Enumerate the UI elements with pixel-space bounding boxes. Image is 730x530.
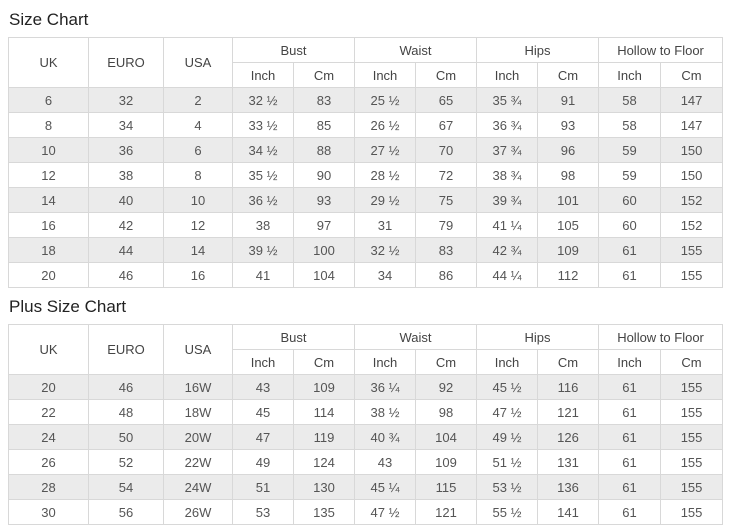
table-cell: 49 ½: [477, 425, 538, 450]
table-cell: 147: [661, 88, 723, 113]
table-cell: 114: [294, 400, 355, 425]
table-cell: 20W: [164, 425, 233, 450]
table-cell: 72: [416, 163, 477, 188]
table-cell: 65: [416, 88, 477, 113]
table-cell: 121: [538, 400, 599, 425]
table-cell: 44: [89, 238, 164, 263]
table-cell: 32 ½: [355, 238, 416, 263]
table-cell: 155: [661, 238, 723, 263]
column-header-usa: USA: [164, 38, 233, 88]
table-cell: 155: [661, 500, 723, 525]
table-cell: 109: [416, 450, 477, 475]
table-cell: 43: [355, 450, 416, 475]
table-row: [9, 163, 723, 188]
unit-header-inch: Inch: [233, 350, 294, 375]
table-row: [9, 450, 723, 475]
column-header-uk: UK: [9, 38, 89, 88]
table-cell: 39 ¾: [477, 188, 538, 213]
table-cell: 75: [416, 188, 477, 213]
unit-header-cm: Cm: [416, 63, 477, 88]
table-cell: 104: [416, 425, 477, 450]
header-row-groups: [9, 325, 723, 350]
unit-header-cm: Cm: [661, 350, 723, 375]
table-cell: 40: [89, 188, 164, 213]
table-cell: 47: [233, 425, 294, 450]
table-cell: 53 ½: [477, 475, 538, 500]
table-cell: 6: [9, 88, 89, 113]
table-cell: 155: [661, 425, 723, 450]
column-header-usa: USA: [164, 325, 233, 375]
table-cell: 83: [416, 238, 477, 263]
table-cell: 60: [599, 213, 661, 238]
table-cell: 126: [538, 425, 599, 450]
table-row: [9, 213, 723, 238]
table-cell: 34 ½: [233, 138, 294, 163]
table-cell: 8: [164, 163, 233, 188]
table-cell: 10: [9, 138, 89, 163]
plus-size-chart-section: [8, 288, 722, 525]
table-cell: 12: [9, 163, 89, 188]
table-cell: 155: [661, 263, 723, 288]
table-cell: 155: [661, 475, 723, 500]
table-cell: 37 ¾: [477, 138, 538, 163]
table-cell: 53: [233, 500, 294, 525]
table-cell: 61: [599, 238, 661, 263]
column-header-euro: EURO: [89, 38, 164, 88]
unit-header-inch: Inch: [477, 350, 538, 375]
table-cell: 47 ½: [477, 400, 538, 425]
table-cell: 97: [294, 213, 355, 238]
table-cell: 61: [599, 425, 661, 450]
table-cell: 24W: [164, 475, 233, 500]
table-cell: 155: [661, 375, 723, 400]
table-cell: 141: [538, 500, 599, 525]
table-cell: 31: [355, 213, 416, 238]
table-cell: 46: [89, 375, 164, 400]
table-cell: 12: [164, 213, 233, 238]
table-cell: 56: [89, 500, 164, 525]
table-cell: 16: [164, 263, 233, 288]
table-cell: 20: [9, 375, 89, 400]
table-cell: 34: [89, 113, 164, 138]
unit-header-cm: Cm: [294, 63, 355, 88]
table-cell: 18: [9, 238, 89, 263]
unit-header-cm: Cm: [538, 63, 599, 88]
table-cell: 49: [233, 450, 294, 475]
table-cell: 36 ¾: [477, 113, 538, 138]
table-cell: 119: [294, 425, 355, 450]
table-cell: 155: [661, 400, 723, 425]
table-cell: 42: [89, 213, 164, 238]
table-cell: 36: [89, 138, 164, 163]
table-cell: 38: [233, 213, 294, 238]
table-cell: 41 ¼: [477, 213, 538, 238]
table-cell: 105: [538, 213, 599, 238]
plus-size-chart-title: Plus Size Chart: [9, 297, 127, 316]
table-cell: 51 ½: [477, 450, 538, 475]
table-cell: 152: [661, 188, 723, 213]
table-cell: 36 ½: [233, 188, 294, 213]
table-cell: 2: [164, 88, 233, 113]
table-cell: 101: [538, 188, 599, 213]
table-cell: 109: [538, 238, 599, 263]
table-cell: 93: [294, 188, 355, 213]
table-cell: 16W: [164, 375, 233, 400]
table-cell: 22W: [164, 450, 233, 475]
table-cell: 10: [164, 188, 233, 213]
table-cell: 90: [294, 163, 355, 188]
unit-header-inch: Inch: [355, 63, 416, 88]
table-cell: 61: [599, 450, 661, 475]
table-cell: 61: [599, 263, 661, 288]
table-cell: 91: [538, 88, 599, 113]
table-cell: 20: [9, 263, 89, 288]
table-cell: 38 ½: [355, 400, 416, 425]
unit-header-inch: Inch: [599, 350, 661, 375]
table-cell: 28: [9, 475, 89, 500]
column-group-header: Hollow to Floor: [599, 325, 723, 350]
unit-header-inch: Inch: [355, 350, 416, 375]
table-cell: 152: [661, 213, 723, 238]
table-cell: 61: [599, 400, 661, 425]
table-cell: 60: [599, 188, 661, 213]
table-cell: 42 ¾: [477, 238, 538, 263]
table-cell: 36 ¼: [355, 375, 416, 400]
table-cell: 104: [294, 263, 355, 288]
table-cell: 131: [538, 450, 599, 475]
table-cell: 29 ½: [355, 188, 416, 213]
table-cell: 100: [294, 238, 355, 263]
table-cell: 35 ½: [233, 163, 294, 188]
unit-header-cm: Cm: [661, 63, 723, 88]
table-cell: 22: [9, 400, 89, 425]
table-row: [9, 263, 723, 288]
table-cell: 44 ¼: [477, 263, 538, 288]
unit-header-cm: Cm: [416, 350, 477, 375]
table-row: [9, 400, 723, 425]
table-cell: 45 ½: [477, 375, 538, 400]
table-cell: 26: [9, 450, 89, 475]
table-cell: 52: [89, 450, 164, 475]
table-cell: 150: [661, 163, 723, 188]
table-cell: 147: [661, 113, 723, 138]
column-group-header: Hips: [477, 38, 599, 63]
table-cell: 96: [538, 138, 599, 163]
unit-header-inch: Inch: [233, 63, 294, 88]
table-cell: 18W: [164, 400, 233, 425]
table-cell: 47 ½: [355, 500, 416, 525]
table-cell: 55 ½: [477, 500, 538, 525]
table-cell: 98: [538, 163, 599, 188]
size-chart-table: [8, 37, 723, 288]
table-cell: 38 ¾: [477, 163, 538, 188]
unit-header-inch: Inch: [477, 63, 538, 88]
table-cell: 24: [9, 425, 89, 450]
table-cell: 46: [89, 263, 164, 288]
table-cell: 14: [9, 188, 89, 213]
size-chart-section: [8, 0, 722, 288]
table-cell: 4: [164, 113, 233, 138]
table-cell: 6: [164, 138, 233, 163]
table-cell: 98: [416, 400, 477, 425]
table-cell: 67: [416, 113, 477, 138]
table-row: [9, 425, 723, 450]
table-cell: 155: [661, 450, 723, 475]
table-cell: 136: [538, 475, 599, 500]
table-row: [9, 375, 723, 400]
plus-size-chart-table: [8, 324, 723, 525]
table-cell: 27 ½: [355, 138, 416, 163]
table-cell: 109: [294, 375, 355, 400]
table-row: [9, 500, 723, 525]
unit-header-cm: Cm: [538, 350, 599, 375]
table-row: [9, 188, 723, 213]
size-chart-title: Size Chart: [9, 10, 89, 29]
table-cell: 59: [599, 138, 661, 163]
table-cell: 38: [89, 163, 164, 188]
table-cell: 45: [233, 400, 294, 425]
table-cell: 59: [599, 163, 661, 188]
table-cell: 34: [355, 263, 416, 288]
table-cell: 135: [294, 500, 355, 525]
table-cell: 30: [9, 500, 89, 525]
table-cell: 32: [89, 88, 164, 113]
column-group-header: Waist: [355, 38, 477, 63]
table-row: [9, 138, 723, 163]
table-cell: 40 ¾: [355, 425, 416, 450]
column-group-header: Bust: [233, 38, 355, 63]
table-cell: 79: [416, 213, 477, 238]
table-cell: 93: [538, 113, 599, 138]
table-cell: 61: [599, 475, 661, 500]
column-header-uk: UK: [9, 325, 89, 375]
column-group-header: Bust: [233, 325, 355, 350]
table-cell: 28 ½: [355, 163, 416, 188]
table-cell: 150: [661, 138, 723, 163]
table-row: [9, 88, 723, 113]
header-row-groups: [9, 38, 723, 63]
table-cell: 58: [599, 113, 661, 138]
table-cell: 39 ½: [233, 238, 294, 263]
table-cell: 61: [599, 500, 661, 525]
table-cell: 88: [294, 138, 355, 163]
table-cell: 48: [89, 400, 164, 425]
table-cell: 83: [294, 88, 355, 113]
table-cell: 26 ½: [355, 113, 416, 138]
column-group-header: Hollow to Floor: [599, 38, 723, 63]
table-cell: 32 ½: [233, 88, 294, 113]
table-cell: 45 ¼: [355, 475, 416, 500]
column-group-header: Waist: [355, 325, 477, 350]
unit-header-inch: Inch: [599, 63, 661, 88]
table-cell: 54: [89, 475, 164, 500]
table-cell: 35 ¾: [477, 88, 538, 113]
table-cell: 85: [294, 113, 355, 138]
table-cell: 112: [538, 263, 599, 288]
table-cell: 8: [9, 113, 89, 138]
column-header-euro: EURO: [89, 325, 164, 375]
table-cell: 51: [233, 475, 294, 500]
table-cell: 121: [416, 500, 477, 525]
table-cell: 115: [416, 475, 477, 500]
table-cell: 130: [294, 475, 355, 500]
table-cell: 25 ½: [355, 88, 416, 113]
table-cell: 14: [164, 238, 233, 263]
table-cell: 124: [294, 450, 355, 475]
table-row: [9, 113, 723, 138]
table-cell: 16: [9, 213, 89, 238]
unit-header-cm: Cm: [294, 350, 355, 375]
table-row: [9, 238, 723, 263]
table-cell: 61: [599, 375, 661, 400]
table-cell: 50: [89, 425, 164, 450]
table-cell: 92: [416, 375, 477, 400]
table-cell: 43: [233, 375, 294, 400]
table-cell: 116: [538, 375, 599, 400]
table-cell: 58: [599, 88, 661, 113]
column-group-header: Hips: [477, 325, 599, 350]
table-cell: 33 ½: [233, 113, 294, 138]
table-cell: 41: [233, 263, 294, 288]
table-row: [9, 475, 723, 500]
table-cell: 86: [416, 263, 477, 288]
table-cell: 26W: [164, 500, 233, 525]
table-cell: 70: [416, 138, 477, 163]
